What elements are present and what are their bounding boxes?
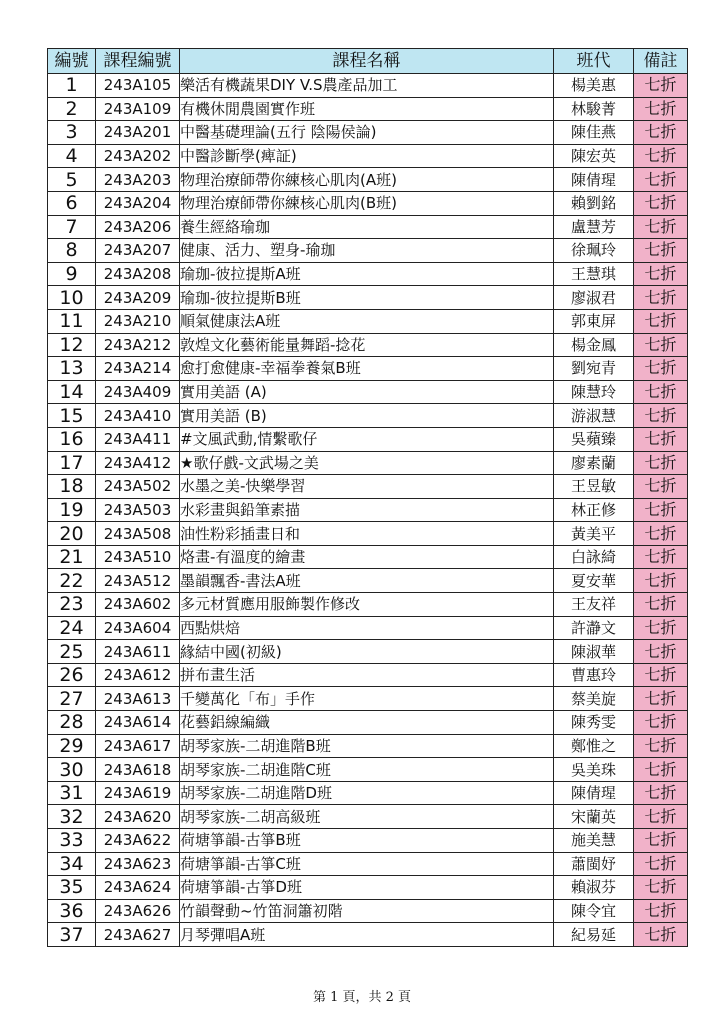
row-number: 17 xyxy=(48,451,96,475)
table-row xyxy=(48,380,688,404)
course-name: 養生經絡瑜珈 xyxy=(180,215,554,239)
discount-note: 七折 xyxy=(634,333,688,357)
table-row xyxy=(48,616,688,640)
discount-note: 七折 xyxy=(634,427,688,451)
course-name: 緣結中國(初級) xyxy=(180,640,554,664)
course-code: 243A203 xyxy=(96,168,180,192)
discount-note: 七折 xyxy=(634,545,688,569)
discount-note: 七折 xyxy=(634,380,688,404)
row-number: 30 xyxy=(48,758,96,782)
row-number: 13 xyxy=(48,357,96,381)
table-row xyxy=(48,829,688,853)
class-rep: 陳令宜 xyxy=(554,899,634,923)
course-name: 花藝鋁線編織 xyxy=(180,711,554,735)
row-number: 31 xyxy=(48,781,96,805)
course-code: 243A510 xyxy=(96,545,180,569)
class-rep: 賴淑芬 xyxy=(554,876,634,900)
discount-note: 七折 xyxy=(634,899,688,923)
row-number: 16 xyxy=(48,427,96,451)
course-code: 243A202 xyxy=(96,144,180,168)
row-number: 36 xyxy=(48,899,96,923)
course-code: 243A105 xyxy=(96,74,180,98)
course-code: 243A208 xyxy=(96,262,180,286)
class-rep: 楊金鳳 xyxy=(554,333,634,357)
discount-note: 七折 xyxy=(634,876,688,900)
row-number: 35 xyxy=(48,876,96,900)
table-row xyxy=(48,121,688,145)
discount-note: 七折 xyxy=(634,734,688,758)
class-rep: 陳宏英 xyxy=(554,144,634,168)
class-rep: 陳倩瑆 xyxy=(554,781,634,805)
class-rep: 夏安華 xyxy=(554,569,634,593)
course-name: 瑜珈-彼拉提斯A班 xyxy=(180,262,554,286)
table-row xyxy=(48,899,688,923)
row-number: 7 xyxy=(48,215,96,239)
table-row xyxy=(48,309,688,333)
course-name: 荷塘箏韻-古箏C班 xyxy=(180,852,554,876)
table-row xyxy=(48,640,688,664)
class-rep: 陳倩瑆 xyxy=(554,168,634,192)
class-rep: 蔡美旋 xyxy=(554,687,634,711)
course-code: 243A207 xyxy=(96,239,180,263)
course-name: 順氣健康法A班 xyxy=(180,309,554,333)
course-name: 拼布畫生活 xyxy=(180,663,554,687)
class-rep: 陳慧玲 xyxy=(554,380,634,404)
table-row xyxy=(48,711,688,735)
course-code: 243A409 xyxy=(96,380,180,404)
discount-note: 七折 xyxy=(634,404,688,428)
discount-note: 七折 xyxy=(634,616,688,640)
course-name: 實用美語 (B) xyxy=(180,404,554,428)
row-number: 28 xyxy=(48,711,96,735)
table-row xyxy=(48,522,688,546)
table-row xyxy=(48,286,688,310)
table-row xyxy=(48,333,688,357)
class-rep: 白詠綺 xyxy=(554,545,634,569)
class-rep: 王慧琪 xyxy=(554,262,634,286)
course-name: 西點烘焙 xyxy=(180,616,554,640)
course-code: 243A206 xyxy=(96,215,180,239)
table-row xyxy=(48,427,688,451)
discount-note: 七折 xyxy=(634,144,688,168)
class-rep: 王昱敏 xyxy=(554,475,634,499)
course-code: 243A617 xyxy=(96,734,180,758)
class-rep: 廖素蘭 xyxy=(554,451,634,475)
table-row xyxy=(48,923,688,947)
course-code: 243A623 xyxy=(96,852,180,876)
course-code: 243A508 xyxy=(96,522,180,546)
course-name: 胡琴家族-二胡進階C班 xyxy=(180,758,554,782)
class-rep: 林正修 xyxy=(554,498,634,522)
discount-note: 七折 xyxy=(634,168,688,192)
course-code: 243A613 xyxy=(96,687,180,711)
discount-note: 七折 xyxy=(634,97,688,121)
class-rep: 王友祥 xyxy=(554,593,634,617)
table-row xyxy=(48,593,688,617)
class-rep: 曹惠玲 xyxy=(554,663,634,687)
course-name: 胡琴家族-二胡進階D班 xyxy=(180,781,554,805)
header-course-name: 課程名稱 xyxy=(180,49,554,74)
row-number: 15 xyxy=(48,404,96,428)
course-name: 中醫診斷學(痺証) xyxy=(180,144,554,168)
course-name: 胡琴家族-二胡進階B班 xyxy=(180,734,554,758)
table-row xyxy=(48,475,688,499)
course-code: 243A410 xyxy=(96,404,180,428)
row-number: 25 xyxy=(48,640,96,664)
row-number: 33 xyxy=(48,829,96,853)
course-name: 愈打愈健康-幸福拳養氣B班 xyxy=(180,357,554,381)
class-rep: 楊美惠 xyxy=(554,74,634,98)
course-code: 243A209 xyxy=(96,286,180,310)
table-row xyxy=(48,781,688,805)
course-name: 水彩畫與鉛筆素描 xyxy=(180,498,554,522)
row-number: 12 xyxy=(48,333,96,357)
class-rep: 盧慧芳 xyxy=(554,215,634,239)
discount-note: 七折 xyxy=(634,475,688,499)
course-code: 243A614 xyxy=(96,711,180,735)
course-name: #文風武動,情繫歌仔 xyxy=(180,427,554,451)
table-row xyxy=(48,97,688,121)
row-number: 21 xyxy=(48,545,96,569)
row-number: 9 xyxy=(48,262,96,286)
discount-note: 七折 xyxy=(634,829,688,853)
course-name: 健康、活力、塑身-瑜珈 xyxy=(180,239,554,263)
row-number: 32 xyxy=(48,805,96,829)
course-code: 243A502 xyxy=(96,475,180,499)
table-row xyxy=(48,734,688,758)
discount-note: 七折 xyxy=(634,805,688,829)
table-row xyxy=(48,357,688,381)
discount-note: 七折 xyxy=(634,309,688,333)
course-code: 243A503 xyxy=(96,498,180,522)
course-name: 中醫基礎理論(五行 陰陽侯論) xyxy=(180,121,554,145)
table-row xyxy=(48,805,688,829)
course-code: 243A411 xyxy=(96,427,180,451)
course-name: 月琴彈唱A班 xyxy=(180,923,554,947)
table-header-row xyxy=(48,49,688,74)
discount-note: 七折 xyxy=(634,239,688,263)
discount-note: 七折 xyxy=(634,357,688,381)
discount-note: 七折 xyxy=(634,451,688,475)
class-rep: 施美慧 xyxy=(554,829,634,853)
course-name: 樂活有機蔬果DIY V.S農產品加工 xyxy=(180,74,554,98)
course-code: 243A611 xyxy=(96,640,180,664)
course-name: 荷塘箏韻-古箏D班 xyxy=(180,876,554,900)
course-code: 243A627 xyxy=(96,923,180,947)
class-rep: 陳秀雯 xyxy=(554,711,634,735)
table-row xyxy=(48,191,688,215)
table-row xyxy=(48,876,688,900)
table-row xyxy=(48,262,688,286)
course-name: 水墨之美-快樂學習 xyxy=(180,475,554,499)
discount-note: 七折 xyxy=(634,522,688,546)
header-no: 編號 xyxy=(48,49,96,74)
course-code: 243A204 xyxy=(96,191,180,215)
course-code: 243A512 xyxy=(96,569,180,593)
class-rep: 賴劉銘 xyxy=(554,191,634,215)
class-rep: 吳美珠 xyxy=(554,758,634,782)
table-row xyxy=(48,852,688,876)
course-code: 243A620 xyxy=(96,805,180,829)
table-row xyxy=(48,215,688,239)
row-number: 23 xyxy=(48,593,96,617)
course-code: 243A602 xyxy=(96,593,180,617)
course-name: 瑜珈-彼拉提斯B班 xyxy=(180,286,554,310)
class-rep: 陳淑華 xyxy=(554,640,634,664)
row-number: 37 xyxy=(48,923,96,947)
header-course-code: 課程編號 xyxy=(96,49,180,74)
row-number: 19 xyxy=(48,498,96,522)
row-number: 26 xyxy=(48,663,96,687)
discount-note: 七折 xyxy=(634,852,688,876)
row-number: 10 xyxy=(48,286,96,310)
class-rep: 劉宛青 xyxy=(554,357,634,381)
header-class-rep: 班代 xyxy=(554,49,634,74)
course-name: 烙畫-有溫度的繪畫 xyxy=(180,545,554,569)
row-number: 22 xyxy=(48,569,96,593)
row-number: 34 xyxy=(48,852,96,876)
discount-note: 七折 xyxy=(634,498,688,522)
discount-note: 七折 xyxy=(634,758,688,782)
row-number: 6 xyxy=(48,191,96,215)
table-row xyxy=(48,168,688,192)
table-row xyxy=(48,498,688,522)
row-number: 2 xyxy=(48,97,96,121)
row-number: 1 xyxy=(48,74,96,98)
row-number: 20 xyxy=(48,522,96,546)
class-rep: 陳佳燕 xyxy=(554,121,634,145)
course-table xyxy=(47,48,688,947)
discount-note: 七折 xyxy=(634,781,688,805)
discount-note: 七折 xyxy=(634,593,688,617)
course-name: 敦煌文化藝術能量舞蹈-捻花 xyxy=(180,333,554,357)
course-code: 243A619 xyxy=(96,781,180,805)
row-number: 4 xyxy=(48,144,96,168)
discount-note: 七折 xyxy=(634,74,688,98)
page-footer: 第 1 頁，共 2 頁 xyxy=(312,990,412,1005)
course-name: 物理治療師帶你練核心肌肉(B班) xyxy=(180,191,554,215)
course-code: 243A624 xyxy=(96,876,180,900)
discount-note: 七折 xyxy=(634,215,688,239)
discount-note: 七折 xyxy=(634,121,688,145)
row-number: 5 xyxy=(48,168,96,192)
course-name: ★歌仔戲-文武場之美 xyxy=(180,451,554,475)
course-name: 有機休閒農園實作班 xyxy=(180,97,554,121)
row-number: 27 xyxy=(48,687,96,711)
course-code: 243A201 xyxy=(96,121,180,145)
table-row xyxy=(48,74,688,98)
course-code: 243A626 xyxy=(96,899,180,923)
class-rep: 林駿菁 xyxy=(554,97,634,121)
course-name: 千變萬化「布」手作 xyxy=(180,687,554,711)
class-rep: 游淑慧 xyxy=(554,404,634,428)
discount-note: 七折 xyxy=(634,711,688,735)
course-name: 物理治療師帶你練核心肌肉(A班) xyxy=(180,168,554,192)
class-rep: 紀易延 xyxy=(554,923,634,947)
course-code: 243A412 xyxy=(96,451,180,475)
table-row xyxy=(48,758,688,782)
class-rep: 徐珮玲 xyxy=(554,239,634,263)
table-row xyxy=(48,663,688,687)
course-name: 油性粉彩插畫日和 xyxy=(180,522,554,546)
course-name: 墨韻飄香-書法A班 xyxy=(180,569,554,593)
discount-note: 七折 xyxy=(634,663,688,687)
class-rep: 黃美平 xyxy=(554,522,634,546)
class-rep: 吳蘋臻 xyxy=(554,427,634,451)
course-code: 243A618 xyxy=(96,758,180,782)
course-table-body xyxy=(48,74,688,947)
discount-note: 七折 xyxy=(634,569,688,593)
row-number: 3 xyxy=(48,121,96,145)
table-row xyxy=(48,687,688,711)
class-rep: 宋蘭英 xyxy=(554,805,634,829)
class-rep: 鄭惟之 xyxy=(554,734,634,758)
discount-note: 七折 xyxy=(634,286,688,310)
discount-note: 七折 xyxy=(634,687,688,711)
row-number: 24 xyxy=(48,616,96,640)
course-code: 243A612 xyxy=(96,663,180,687)
course-code: 243A210 xyxy=(96,309,180,333)
table-row xyxy=(48,545,688,569)
course-code: 243A604 xyxy=(96,616,180,640)
course-name: 胡琴家族-二胡高級班 xyxy=(180,805,554,829)
table-row xyxy=(48,451,688,475)
course-code: 243A214 xyxy=(96,357,180,381)
row-number: 8 xyxy=(48,239,96,263)
discount-note: 七折 xyxy=(634,640,688,664)
course-code: 243A622 xyxy=(96,829,180,853)
row-number: 29 xyxy=(48,734,96,758)
discount-note: 七折 xyxy=(634,923,688,947)
course-name: 荷塘箏韻-古箏B班 xyxy=(180,829,554,853)
row-number: 18 xyxy=(48,475,96,499)
table-row xyxy=(48,404,688,428)
table-row xyxy=(48,569,688,593)
course-name: 竹韻聲動~竹笛洞簫初階 xyxy=(180,899,554,923)
class-rep: 廖淑君 xyxy=(554,286,634,310)
class-rep: 郭東屏 xyxy=(554,309,634,333)
header-note: 備註 xyxy=(634,49,688,74)
class-rep: 蕭閩妤 xyxy=(554,852,634,876)
discount-note: 七折 xyxy=(634,262,688,286)
course-code: 243A212 xyxy=(96,333,180,357)
table-row xyxy=(48,144,688,168)
course-code: 243A109 xyxy=(96,97,180,121)
row-number: 14 xyxy=(48,380,96,404)
row-number: 11 xyxy=(48,309,96,333)
table-row xyxy=(48,239,688,263)
course-name: 多元材質應用服飾製作修改 xyxy=(180,593,554,617)
discount-note: 七折 xyxy=(634,191,688,215)
course-name: 實用美語 (A) xyxy=(180,380,554,404)
class-rep: 許瀞文 xyxy=(554,616,634,640)
